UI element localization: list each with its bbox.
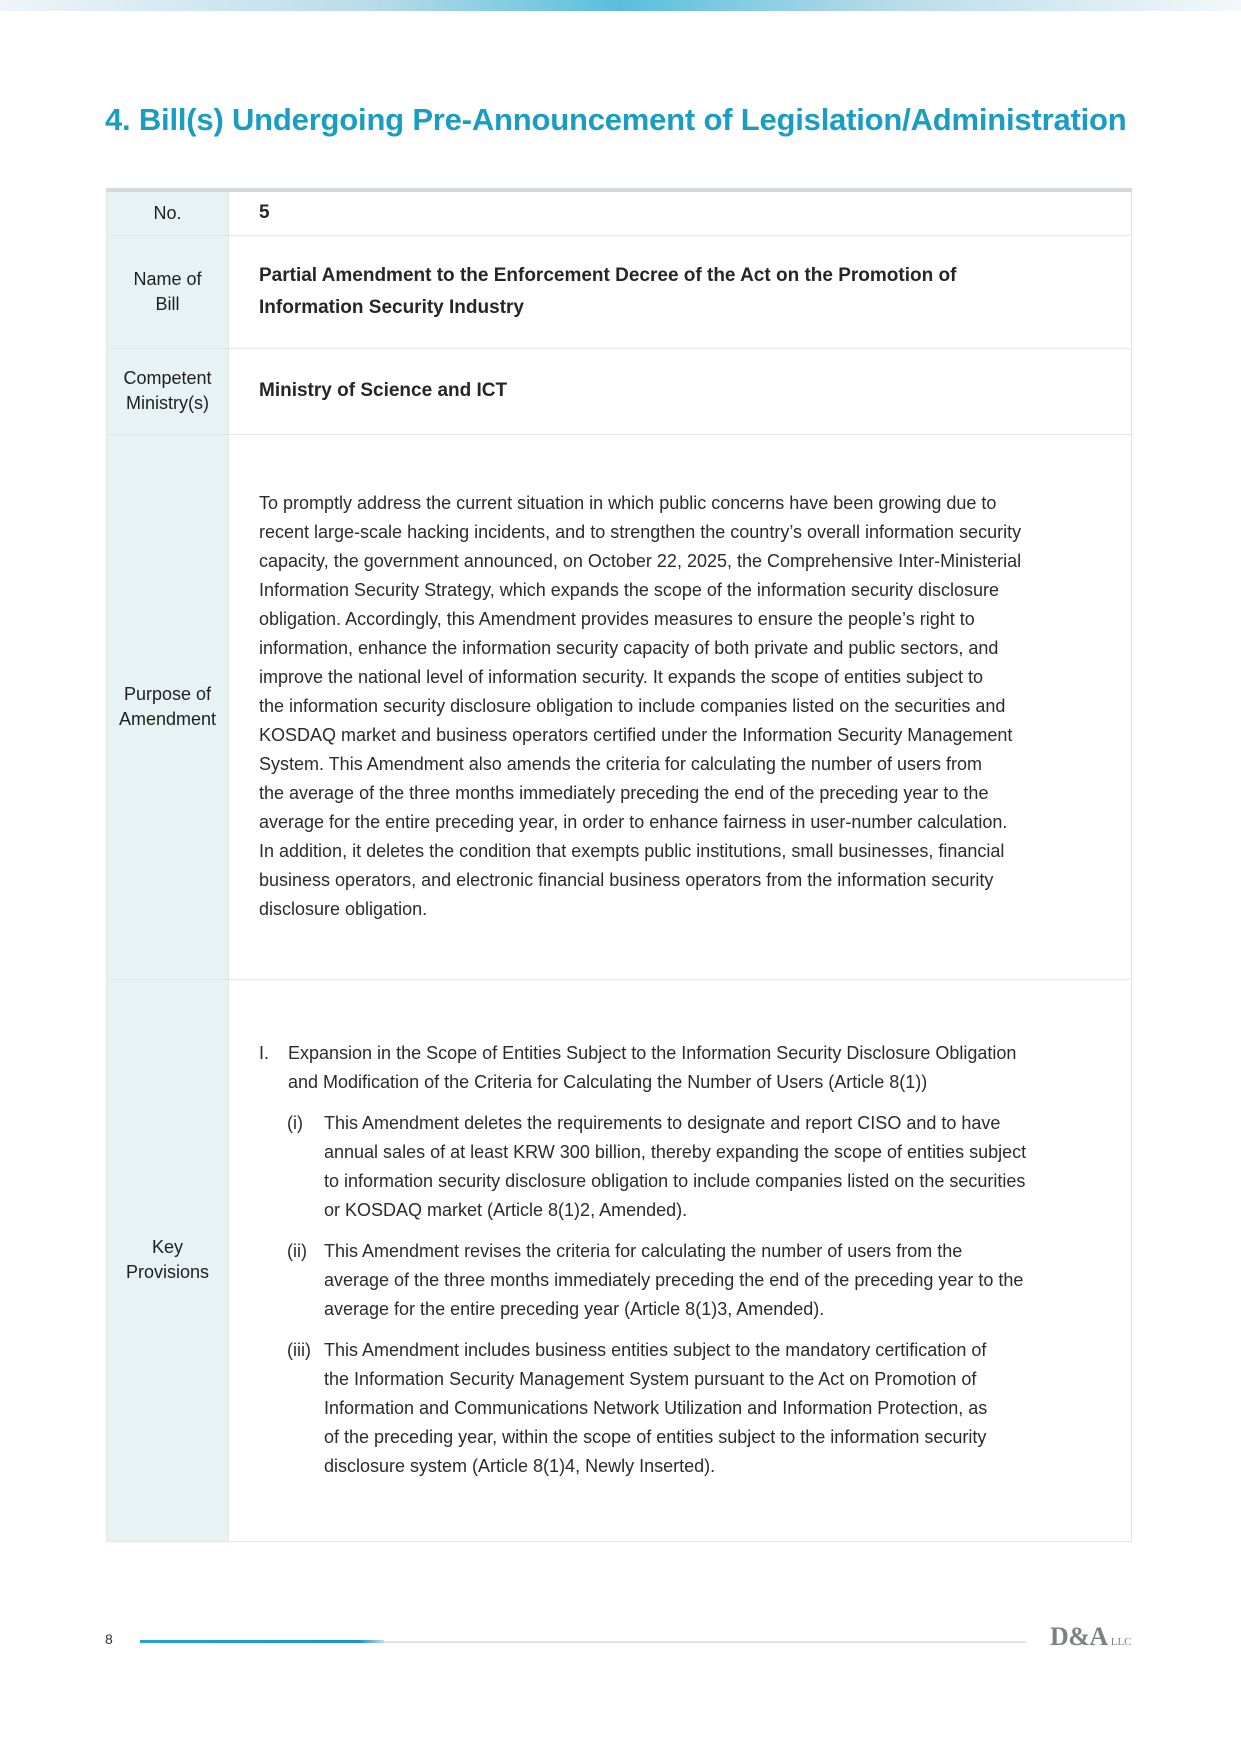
purpose-line: KOSDAQ market and business operators certified under the Information Security Management [259,725,1013,745]
row-no [107,190,1132,235]
footer-accent-bar [140,1640,384,1643]
purpose-line: average for the entire preceding year, in order to enhance fairness in user-number calculation. [259,812,1008,832]
ministry-label [107,348,229,434]
provision-sub-number: (i) [287,1113,303,1133]
provision-line: or KOSDAQ market (Article 8(1)2, Amended). [324,1200,688,1220]
provision-main [259,1039,1109,1097]
provision-line: disclosure system (Article 8(1)4, Newly Inserted). [324,1456,716,1476]
provision-line: This Amendment includes business entities subject to the mandatory certification of [324,1340,987,1360]
provision-number: I. [259,1043,270,1063]
purpose-line: obligation. Accordingly, this Amendment provides measures to ensure the people’s right to [259,609,975,629]
row-provisions [107,979,1132,1541]
ministry-label-line: Competent [123,368,212,388]
provision-sub-text [324,1336,987,1481]
purpose-label-line: Amendment [118,708,217,729]
provisions-label [107,979,229,1541]
provision-sub-item [287,1109,1109,1225]
ministry-value: Ministry of Science and ICT [259,380,508,401]
provision-sub-item [287,1237,1109,1324]
provision-line: the Information Security Management System pursuant to the Act on Promotion of [324,1369,977,1389]
row-name [107,235,1132,348]
provision-sub-text [324,1109,1026,1225]
purpose-line: System. This Amendment also amends the criteria for calculating the number of users from [259,754,982,774]
bill-name-line: Partial Amendment to the Enforcement Decree of the Act on the Promotion of [259,264,957,286]
top-decorative-band [0,0,1241,11]
purpose-line: To promptly address the current situation in which public concerns have been growing due to [259,493,997,513]
row-purpose [107,434,1132,979]
provision-line: of the preceding year, within the scope of entities subject to the information security [324,1427,987,1447]
provisions-value-cell [229,979,1132,1541]
provision-line: average for the entire preceding year (Article 8(1)3, Amended). [324,1299,825,1319]
provision-line: and Modification of the Criteria for Calculating the Number of Users (Article 8(1)) [288,1072,928,1092]
section-title: 4. Bill(s) Undergoing Pre-Announcement of Legislation/Administration [105,102,1127,137]
provision-line: average of the three months immediately preceding the end of the preceding year to the [324,1270,1024,1290]
ministry-value-cell [229,348,1132,434]
provision-line: This Amendment deletes the requirements to designate and report CISO and to have [324,1113,1001,1133]
purpose-line: improve the national level of information security. It expands the scope of entities subject to [259,667,984,687]
provisions-label-line: Provisions [125,1262,210,1282]
purpose-line: information, enhance the information security capacity of both private and public sectors, and [259,638,999,658]
purpose-line: capacity, the government announced, on October 22, 2025, the Comprehensive Inter-Ministerial [259,551,1022,571]
purpose-line: recent large-scale hacking incidents, and to strengthen the country’s overall information security [259,522,1022,542]
logo-text: D&A [1050,1622,1108,1651]
provision-line: Expansion in the Scope of Entities Subject to the Information Security Disclosure Obligation [288,1043,1017,1063]
name-label-line: Bill [155,293,180,314]
purpose-label-line: Purpose of [123,683,212,704]
name-value-cell [229,235,1132,348]
provision-sub-number: (iii) [287,1340,311,1360]
purpose-line: disclosure obligation. [259,899,428,919]
provision-line: annual sales of at least KRW 300 billion, thereby expanding the scope of entities subject [324,1142,1027,1162]
no-value-cell [229,190,1132,235]
purpose-line: the information security disclosure obligation to include companies listed on the securities and [259,696,1006,716]
name-label-line: Name of [133,268,202,289]
provision-line: This Amendment revises the criteria for calculating the number of users from the [324,1241,963,1261]
provision-line: Information and Communications Network Utilization and Information Protection, as [324,1398,988,1418]
ministry-label-line: Ministry(s) [126,393,209,413]
provision-sub-item [287,1336,1109,1481]
page-number: 8 [105,1631,113,1647]
purpose-text [259,489,1109,924]
provision-sub-number: (ii) [287,1241,307,1261]
no-label-text: No. [153,202,182,223]
bill-name-line: Information Security Industry [259,296,524,318]
no-label [107,190,229,235]
provision-main-text [288,1039,1016,1097]
purpose-value-cell [229,434,1132,979]
purpose-label [107,434,229,979]
provision-line: to information security disclosure obligation to include companies listed on the securities [324,1171,1026,1191]
name-label [107,235,229,348]
no-value: 5 [259,202,270,224]
provisions-label-line: Key [151,1237,184,1257]
purpose-line: business operators, and electronic financial business operators from the information security [259,870,994,890]
row-ministry [107,348,1132,434]
purpose-line: Information Security Strategy, which expands the scope of the information security disclosure [259,580,1000,600]
purpose-line: the average of the three months immediately preceding the end of the preceding year to the [259,783,989,803]
company-logo [1050,1622,1132,1652]
bill-table [106,188,1132,1542]
provision-sub-text [324,1237,1023,1324]
purpose-line: In addition, it deletes the condition that exempts public institutions, small businesses, financial [259,841,1005,861]
logo-suffix: LLC [1110,1636,1132,1648]
